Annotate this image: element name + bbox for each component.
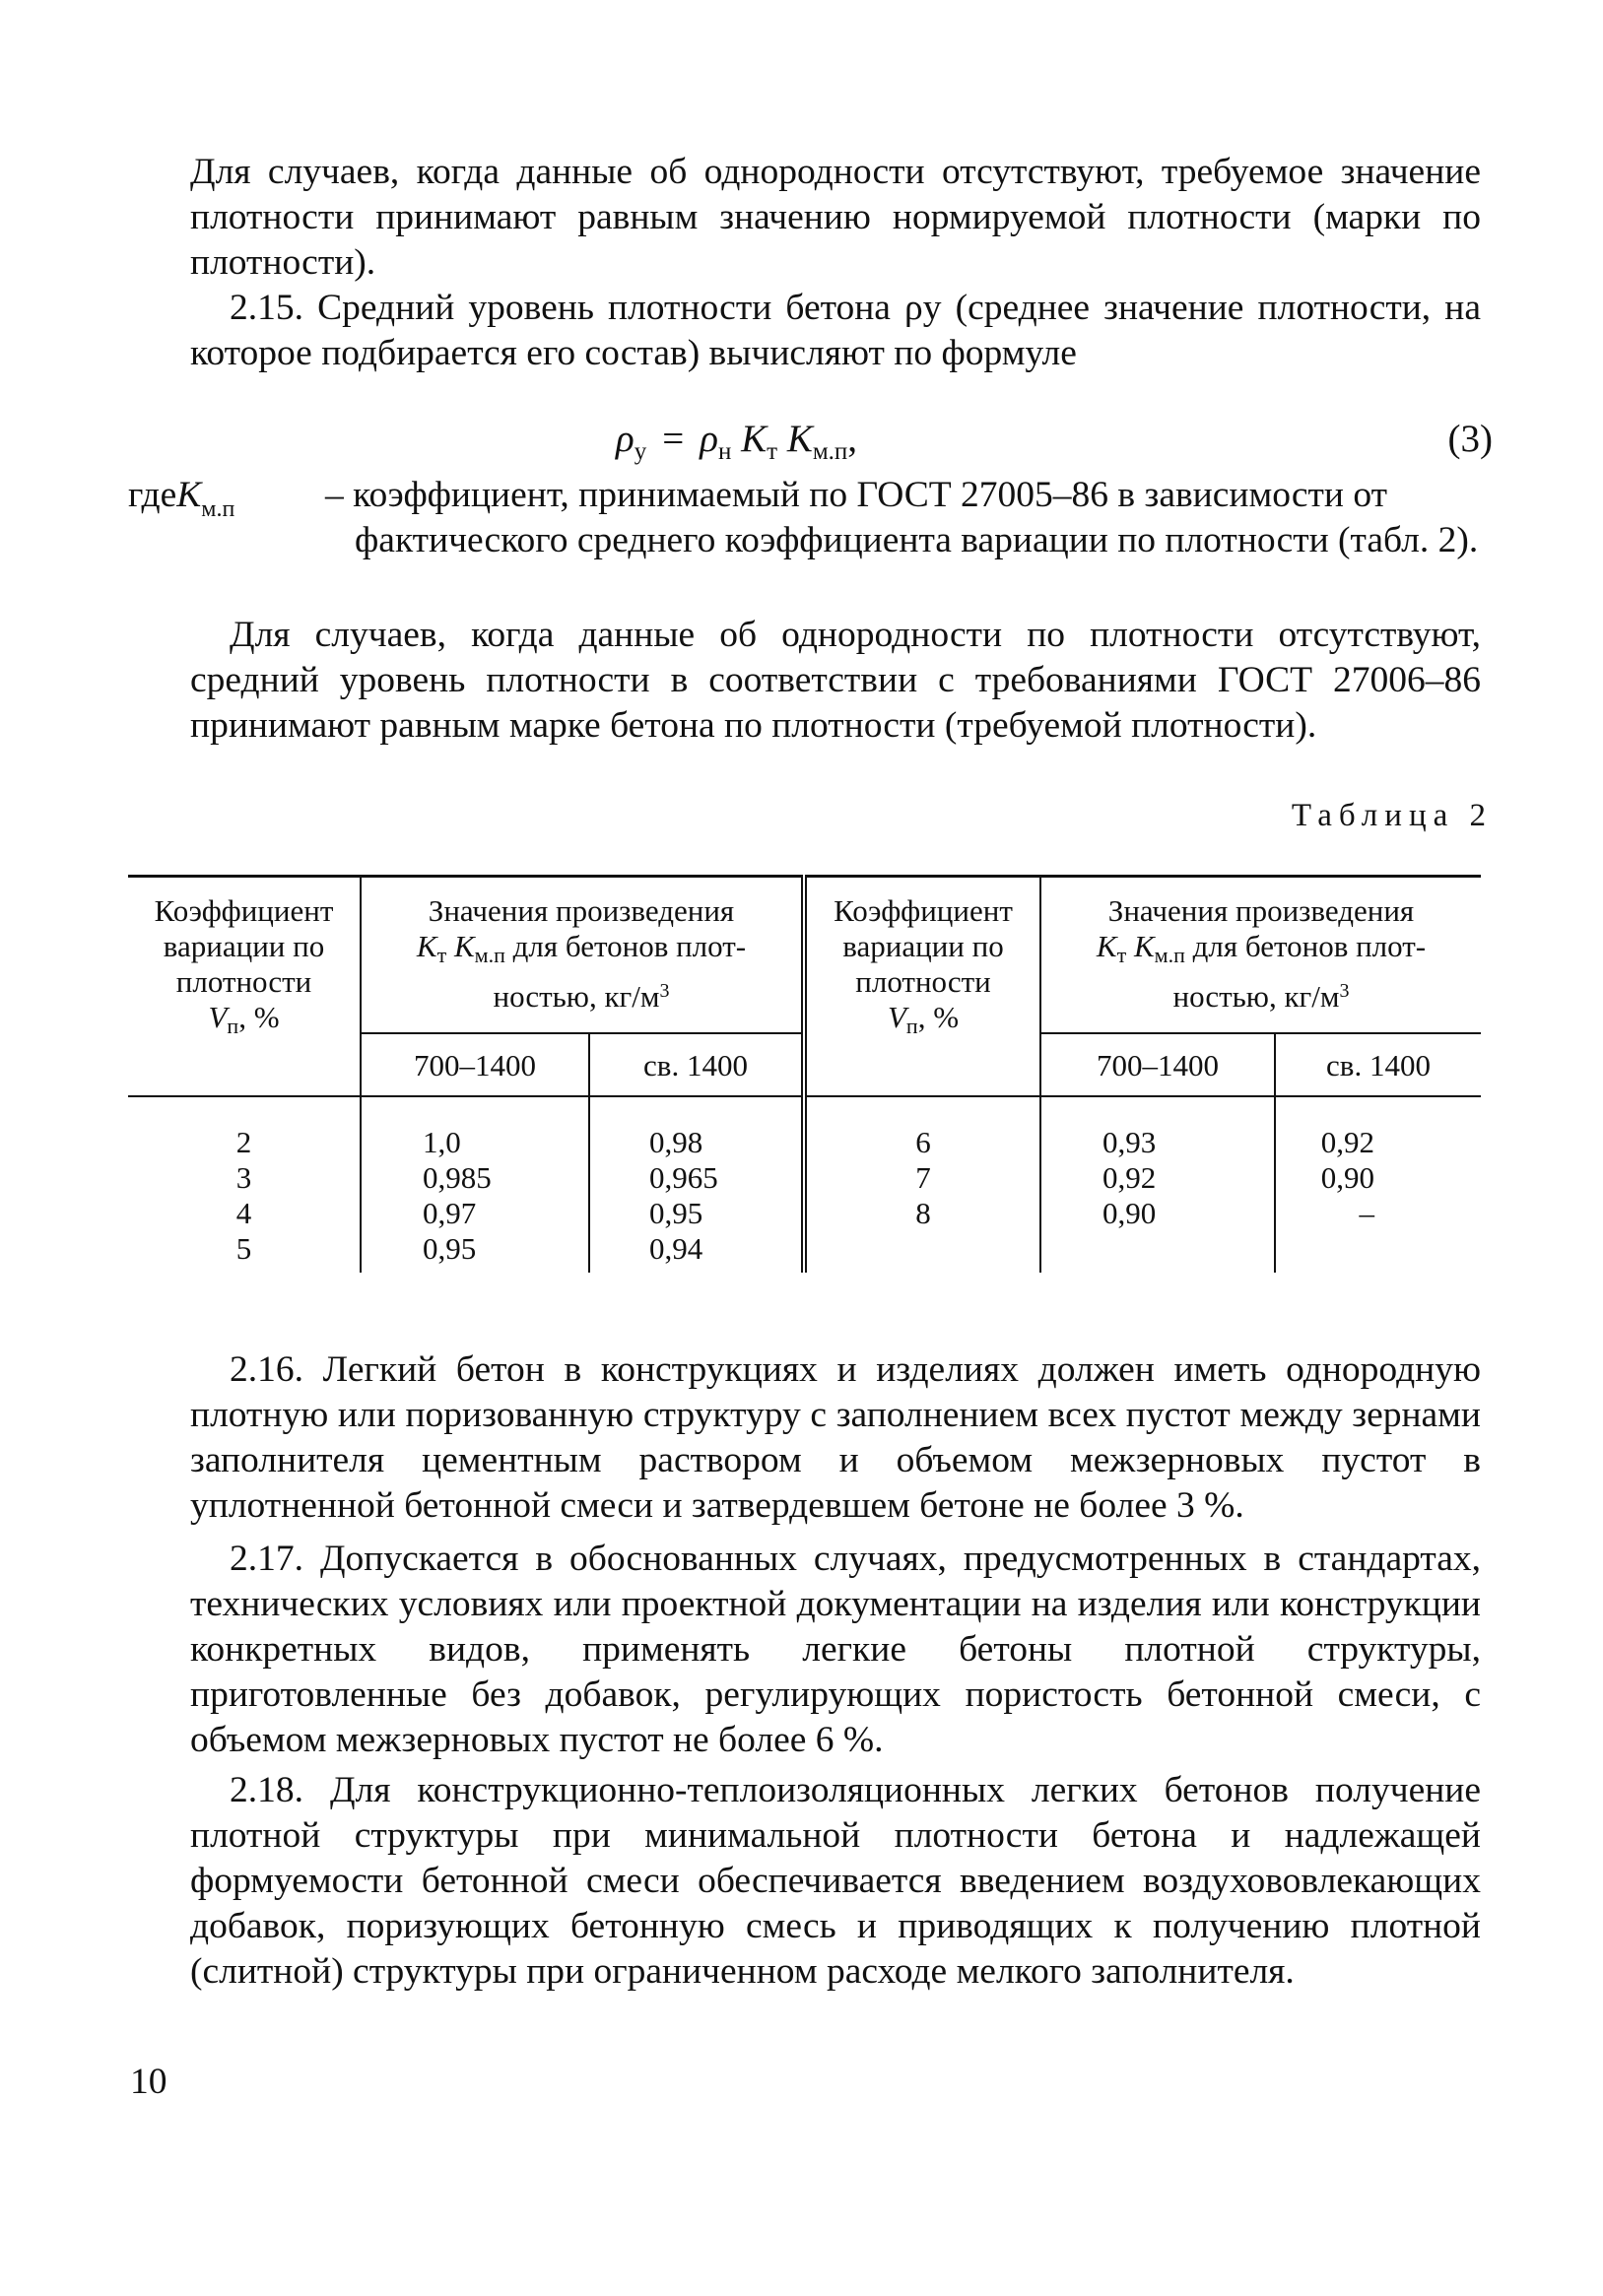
legend-definition: – коэффициент, принимаемый по ГОСТ 27005–86 в зависимости от фактического среднего коэффициента вариации по плотности (табл. 2). [325,475,1479,560]
table-row: 5 0,95 0,94 [128,1231,1481,1273]
paragraph-homogeneity: Для случаев, когда данные об однородности по плотности отсутствуют, средний уровень плотности в соответствии с требованиями ГОСТ 27006–86 принимают равным марке бетона по плотности (требуемой плотности). [190,615,1481,746]
header-coef-left: Коэффициент вариации по плотности $V_п$, % [128,877,361,1097]
header-range-over-1400-right: св. 1400 [1275,1033,1481,1096]
table-row: 2 1,0 0,98 6 0,93 0,92 [128,1096,1481,1160]
paragraph-2-18: 2.18. Для конструкционно-теплоизоляционных легких бетонов получение плотной структуры при минимальной плотности бетона и надлежащей формуемости бетонной смеси обеспечивается введением воздухововлекающих добавок, поризующих бетонную смесь и приводящих к получению плотной (слитной) структуры при ограниченном расходе мелкого заполнителя. [190,1770,1481,1992]
legend-lead: гдеK$_{м.п}$ [128,475,235,522]
formula-number: (3) [1447,418,1493,460]
paragraph-intro: Для случаев, когда данные об однородности отсутствуют, требуемое значение плотности принимают равным значению нормируемой плотности (марки по плотности). [190,152,1481,283]
formula-expression: $\rho_у = \rho_н$ $K_т$ $K_{м.п}$, [616,418,858,465]
header-range-700-1400-left: 700–1400 [361,1033,589,1096]
table-caption: Таблица 2 [1291,798,1493,833]
page-number: 10 [130,2062,167,2102]
table-2 [128,875,1481,1273]
header-range-over-1400-left: св. 1400 [589,1033,804,1096]
formula-3 [0,414,1603,465]
table-row: 4 0,97 0,95 8 0,90 – [128,1196,1481,1231]
header-values-right: Значения произведения $K_т$ $K_{м.п}$ для бетонов плот- ностью, $кг/м^3$ [1040,877,1481,1034]
table-row: 3 0,985 0,965 7 0,92 0,90 [128,1160,1481,1196]
paragraph-2-16: 2.16. Легкий бетон в конструкциях и изделиях должен иметь однородную плотную или поризованную структуру с заполнением всех пустот между зернами заполнителя цементным раствором и объемом межзерновых пустот в уплотненной бетонной смеси и затвердевшем бетоне не более 3 %. [190,1349,1481,1526]
header-values-left: Значения произведения $K_т$ $K_{м.п}$ для бетонов плот- ностью, $кг/м^3$ [361,877,804,1034]
paragraph-2-15: 2.15. Средний уровень плотности бетона ρу (среднее значение плотности, на которое подбирается его состав) вычисляют по формуле [190,288,1481,373]
paragraph-2-17: 2.17. Допускается в обоснованных случаях, предусмотренных в стандартах, технических условиях или проектной документации на изделия или конструкции конкретных видов, применять легкие бетоны плотной структуры, приготовленные без добавок, регулирующих пористость бетонной смеси, с объемом межзерновых пустот не более 6 %. [190,1539,1481,1760]
header-range-700-1400-right: 700–1400 [1040,1033,1275,1096]
header-coef-right: Коэффициент вариации по плотности $V_п$, % [804,877,1040,1097]
